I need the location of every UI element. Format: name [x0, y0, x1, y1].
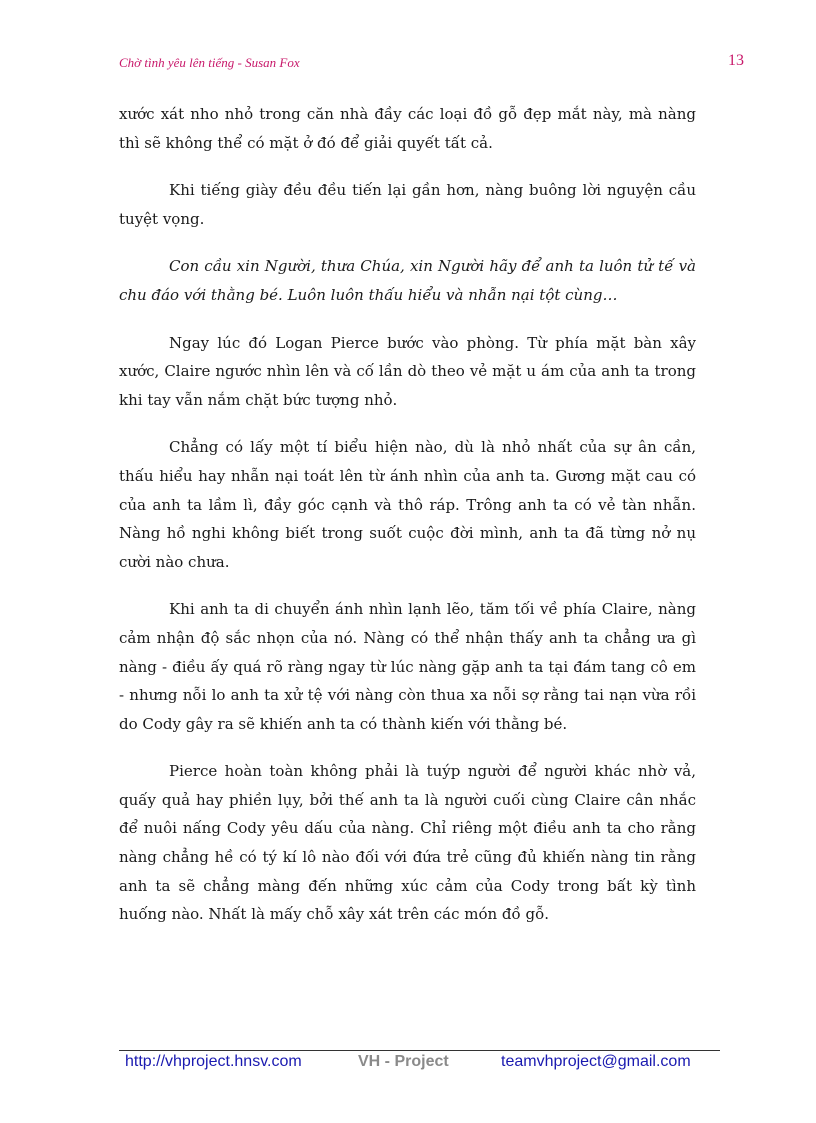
paragraph: Chẳng có lấy một tí biểu hiện nào, dù là nhỏ nhất của sự ân cần, thấu hiểu hay nhẫn nại toát lên từ ánh nhìn của anh ta. Gương mặt cau có của anh ta lầm lì, đầy góc cạnh và thô ráp. Trông anh ta có vẻ tàn nhẫn. Nàng hồ nghi không biết trong suốt cuộc đời mình, anh ta đã từng nở nụ cười nào chưa. [119, 438, 696, 571]
page-footer [125, 1053, 715, 1073]
paragraph-continued: xước xát nho nhỏ trong căn nhà đầy các loại đồ gỗ đẹp mắt này, mà nàng thì sẽ không thể có mặt ở đó để giải quyết tất cả. [119, 105, 696, 152]
page-number: 13 [728, 52, 744, 69]
paragraph: Khi tiếng giày đều đều tiến lại gần hơn, nàng buông lời nguyện cầu tuyệt vọng. [119, 181, 696, 228]
running-header-title: Chờ tình yêu lên tiếng - Susan Fox [119, 55, 300, 70]
footer-website-link[interactable]: http://vhproject.hnsv.com [125, 1053, 302, 1070]
footer-email-link[interactable]: teamvhproject@gmail.com [501, 1053, 691, 1070]
prayer-paragraph: Con cầu xin Người, thưa Chúa, xin Người hãy để anh ta luôn tử tế và chu đáo với thằng bé. Luôn luôn thấu hiểu và nhẫn nại tột cùng… [119, 257, 696, 304]
page-body [119, 100, 696, 948]
paragraph: Pierce hoàn toàn không phải là tuýp người để người khác nhờ vả, quấy quả hay phiền lụy, bởi thế anh ta là người cuối cùng Claire cân nhắc để nuôi nấng Cody yêu dấu của nàng. Chỉ riêng một điều anh ta cho rằng nàng chẳng hề có tý kí lô nào đối với đứa trẻ cũng đủ khiến nàng tin rằng anh ta sẽ chẳng màng đến những xúc cảm của Cody trong bất kỳ tình huống nào. Nhất là mấy chỗ xây xát trên các món đồ gỗ. [119, 762, 696, 924]
paragraph: Khi anh ta di chuyển ánh nhìn lạnh lẽo, tăm tối về phía Claire, nàng cảm nhận độ sắc nhọn của nó. Nàng có thể nhận thấy anh ta chẳng ưa gì nàng - điều ấy quá rõ ràng ngay từ lúc nàng gặp anh ta tại đám tang cô em - nhưng nỗi lo anh ta xử tệ với nàng còn thua xa nỗi sợ rằng tai nạn vừa rồi do Cody gây ra sẽ khiến anh ta có thành kiến với thằng bé. [119, 600, 696, 733]
footer-brand: VH - Project [358, 1053, 449, 1070]
footer-divider [119, 1050, 720, 1051]
paragraph: Ngay lúc đó Logan Pierce bước vào phòng. Từ phía mặt bàn xây xước, Claire ngước nhìn lên và cố lần dò theo vẻ mặt u ám của anh ta trong khi tay vẫn nắm chặt bức tượng nhỏ. [119, 333, 696, 409]
